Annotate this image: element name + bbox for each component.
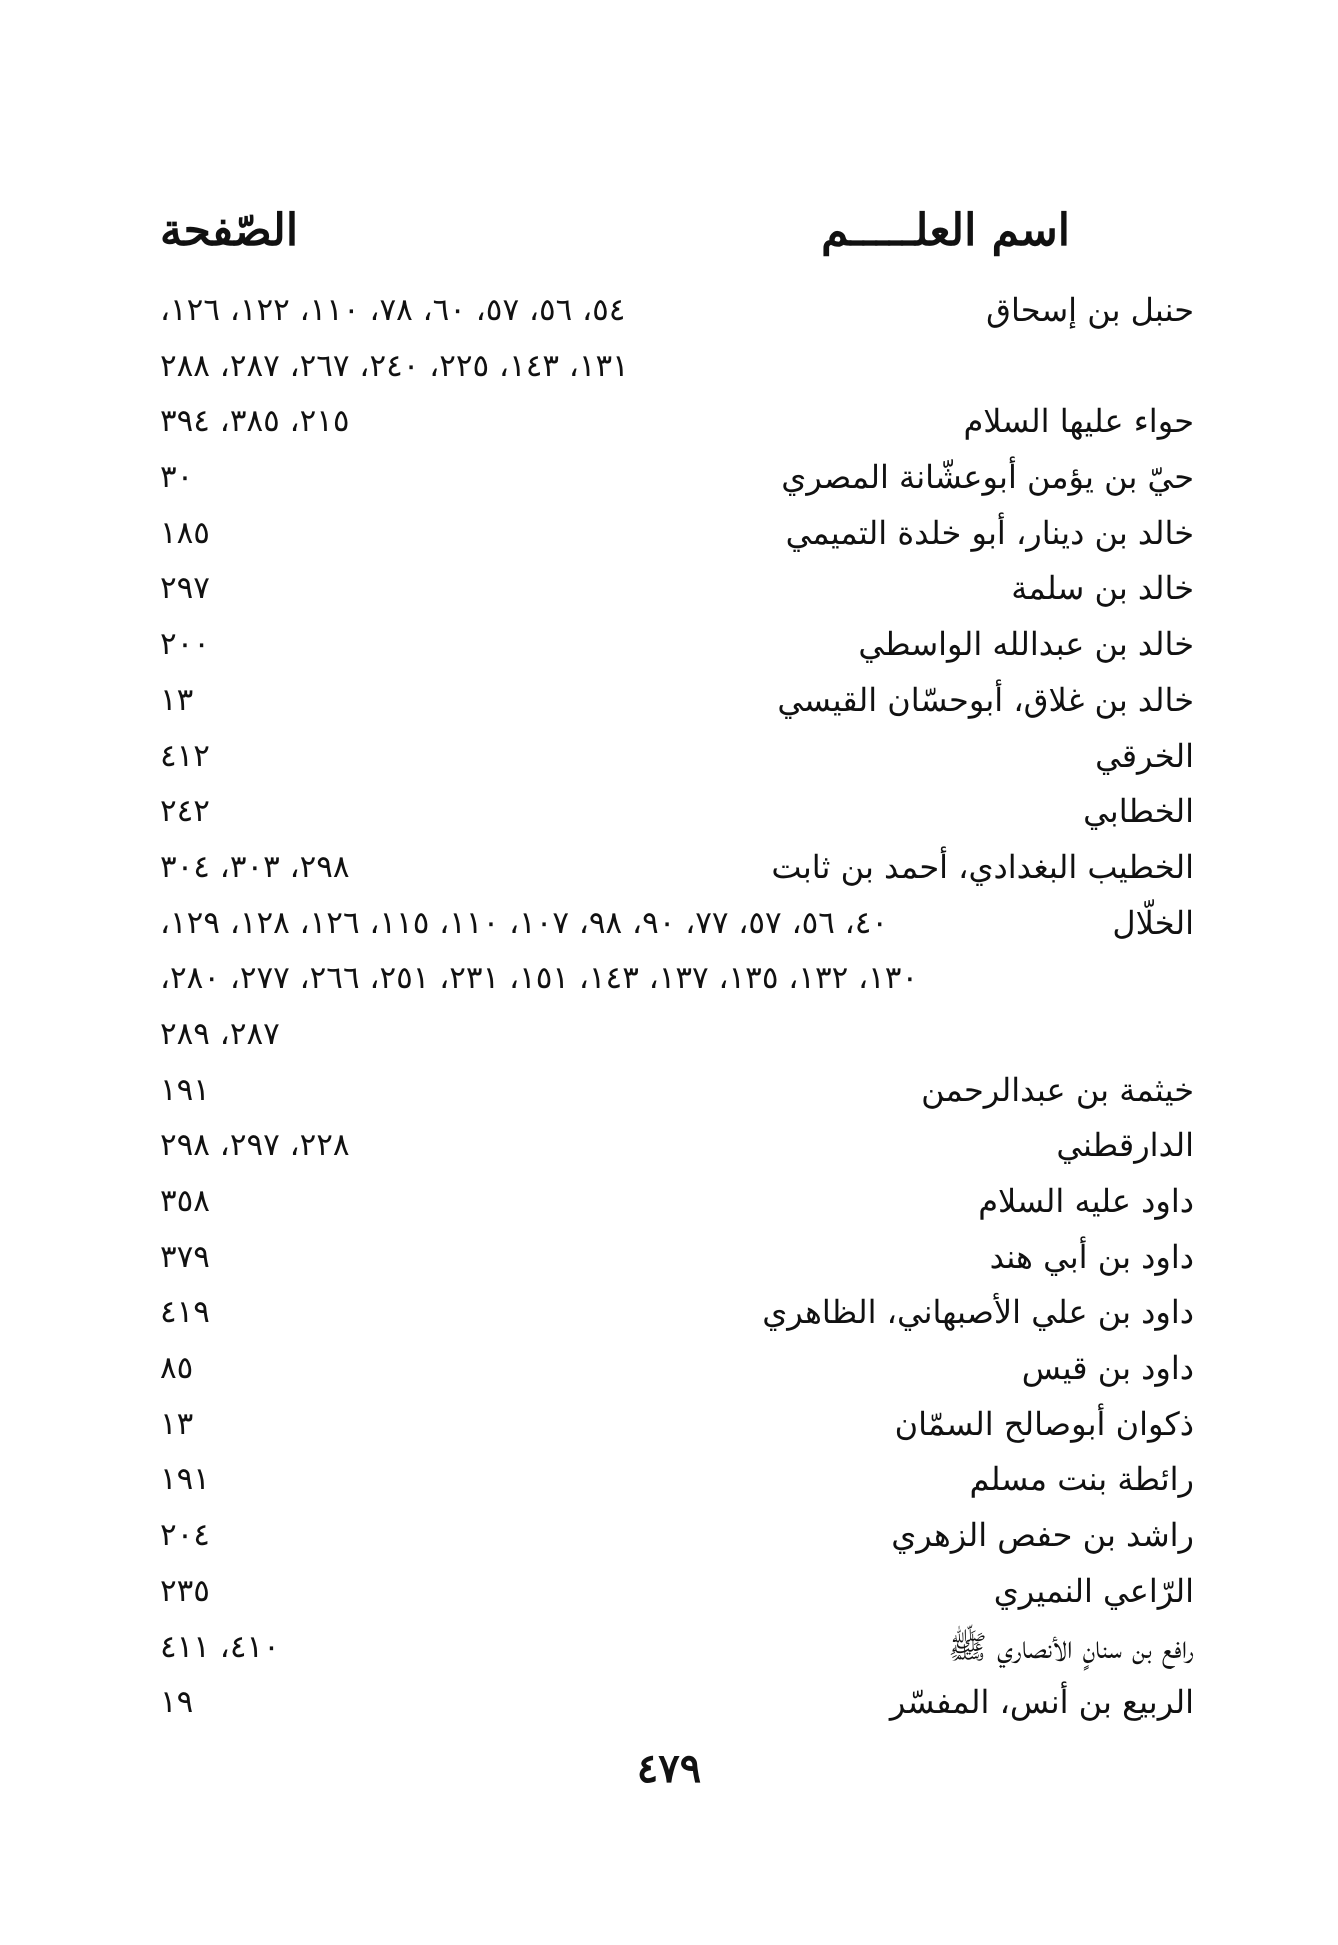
index-entry bbox=[0, 784, 1338, 840]
entry-name: حواء عليها السلام bbox=[963, 402, 1194, 441]
entry-pages: ٢٩٧ bbox=[160, 570, 210, 607]
index-entry bbox=[0, 951, 1338, 1007]
name-column-heading: اسم العلـــــم bbox=[821, 205, 1070, 256]
index-entry bbox=[0, 561, 1338, 617]
entry-name: داود بن علي الأصبهاني، الظاهري bbox=[762, 1293, 1194, 1332]
entry-name: الخرقي bbox=[1095, 736, 1194, 775]
entry-name: راشد بن حفص الزهري bbox=[891, 1516, 1194, 1555]
index-entry bbox=[0, 450, 1338, 506]
index-entry bbox=[0, 1063, 1338, 1119]
entry-pages: ٣٥٨ bbox=[160, 1183, 210, 1219]
entry-pages: ١٩١ bbox=[160, 1461, 210, 1498]
index-entry bbox=[0, 1230, 1338, 1286]
entry-pages: ٥٤، ٥٦، ٥٧، ٦٠، ٧٨، ١١٠، ١٢٢، ١٢٦، bbox=[160, 292, 626, 328]
index-entry bbox=[0, 1452, 1338, 1508]
entry-pages: ١٩ bbox=[160, 1684, 194, 1721]
entry-pages: ٢٣٥ bbox=[160, 1572, 210, 1609]
entry-name: خالد بن عبدالله الواسطي bbox=[858, 625, 1194, 664]
entry-name: الخلّال bbox=[1112, 903, 1194, 942]
index-entry bbox=[0, 506, 1338, 562]
entry-pages: ٢٤٢ bbox=[160, 793, 210, 830]
entry-pages: ٢٨٧، ٢٨٩ bbox=[160, 1015, 280, 1052]
entry-name: خالد بن دينار، أبو خلدة التميمي bbox=[785, 513, 1194, 552]
entry-pages: ١٩١ bbox=[160, 1071, 210, 1108]
index-entry bbox=[0, 1564, 1338, 1620]
index-entry bbox=[0, 896, 1338, 952]
entry-name: الدارقطني bbox=[1056, 1126, 1194, 1165]
entry-pages: ١٣ bbox=[160, 1405, 194, 1442]
entry-name: داود بن قيس bbox=[1021, 1349, 1194, 1388]
index-entry bbox=[0, 617, 1338, 673]
entry-name: خالد بن غلاق، أبوحسّان القيسي bbox=[777, 680, 1194, 719]
index-entry bbox=[0, 1675, 1338, 1731]
index-header bbox=[160, 205, 1200, 275]
entry-name: داود بن أبي هند bbox=[989, 1237, 1194, 1276]
index-entry bbox=[0, 1397, 1338, 1453]
index-entry bbox=[0, 673, 1338, 729]
entry-name: رافع بن سنانٍ الأنصاري ﷺ bbox=[948, 1627, 1194, 1666]
entry-pages: ٢٠٠ bbox=[160, 626, 210, 663]
page-number: ٤٧٩ bbox=[636, 1745, 702, 1792]
entry-pages: ٣٧٩ bbox=[160, 1238, 210, 1275]
index-entry bbox=[0, 283, 1338, 339]
entry-name: الخطابي bbox=[1083, 792, 1194, 831]
entry-name: الخطيب البغدادي، أحمد بن ثابت bbox=[771, 847, 1194, 886]
entry-pages: ٤٠، ٥٦، ٥٧، ٧٧، ٩٠، ٩٨، ١٠٧، ١١٠، ١١٥، ١٢٦، ١٢٨، ١٢٩، bbox=[160, 904, 889, 941]
entry-name: حنبل بن إسحاق bbox=[986, 291, 1194, 329]
entry-name: خالد بن سلمة bbox=[1011, 569, 1194, 608]
entry-pages: ١٨٥ bbox=[160, 514, 210, 551]
entry-pages: ٤١٠، ٤١١ bbox=[160, 1628, 280, 1665]
entry-pages: ٣٠ bbox=[160, 459, 194, 496]
index-entry bbox=[0, 1620, 1338, 1676]
index-entry bbox=[0, 394, 1338, 450]
page-column-heading: الصّفحة bbox=[160, 205, 299, 256]
index-entry bbox=[0, 1118, 1338, 1174]
entry-name: رائطة بنت مسلم bbox=[969, 1460, 1194, 1499]
entry-name: خيثمة بن عبدالرحمن bbox=[921, 1070, 1194, 1109]
index-entry bbox=[0, 1174, 1338, 1230]
entry-pages: ٢٩٨، ٣٠٣، ٣٠٤ bbox=[160, 848, 350, 885]
entry-name: الربيع بن أنس، المفسّر bbox=[889, 1683, 1194, 1722]
entry-name: الرّاعي النميري bbox=[993, 1571, 1194, 1610]
index-entry bbox=[0, 1508, 1338, 1564]
entry-pages: ٤١٢ bbox=[160, 737, 210, 774]
index-entry bbox=[0, 729, 1338, 785]
entry-pages: ١٣٠، ١٣٢، ١٣٥، ١٣٧، ١٤٣، ١٥١، ٢٣١، ٢٥١، ٢٦٦، ٢٧٧، ٢٨٠، bbox=[160, 960, 919, 997]
entry-pages: ٢٠٤ bbox=[160, 1517, 210, 1554]
entry-name: ذكوان أبوصالح السمّان bbox=[894, 1404, 1194, 1443]
entry-pages: ١٣ bbox=[160, 681, 194, 718]
entry-name: داود عليه السلام bbox=[978, 1182, 1194, 1220]
index-entry bbox=[0, 1007, 1338, 1063]
entry-name: حيّ بن يؤمن أبوعشّانة المصري bbox=[781, 458, 1194, 497]
index-entry bbox=[0, 339, 1338, 395]
index-entries bbox=[0, 283, 1338, 1731]
index-entry bbox=[0, 1341, 1338, 1397]
entry-pages: ١٣١، ١٤٣، ٢٢٥، ٢٤٠، ٢٦٧، ٢٨٧، ٢٨٨ bbox=[160, 347, 629, 384]
index-entry bbox=[0, 1285, 1338, 1341]
entry-pages: ٤١٩ bbox=[160, 1294, 210, 1331]
entry-pages: ٢٢٨، ٢٩٧، ٢٩٨ bbox=[160, 1127, 350, 1164]
entry-pages: ٢١٥، ٣٨٥، ٣٩٤ bbox=[160, 403, 350, 440]
index-entry bbox=[0, 840, 1338, 896]
entry-pages: ٨٥ bbox=[160, 1350, 194, 1387]
